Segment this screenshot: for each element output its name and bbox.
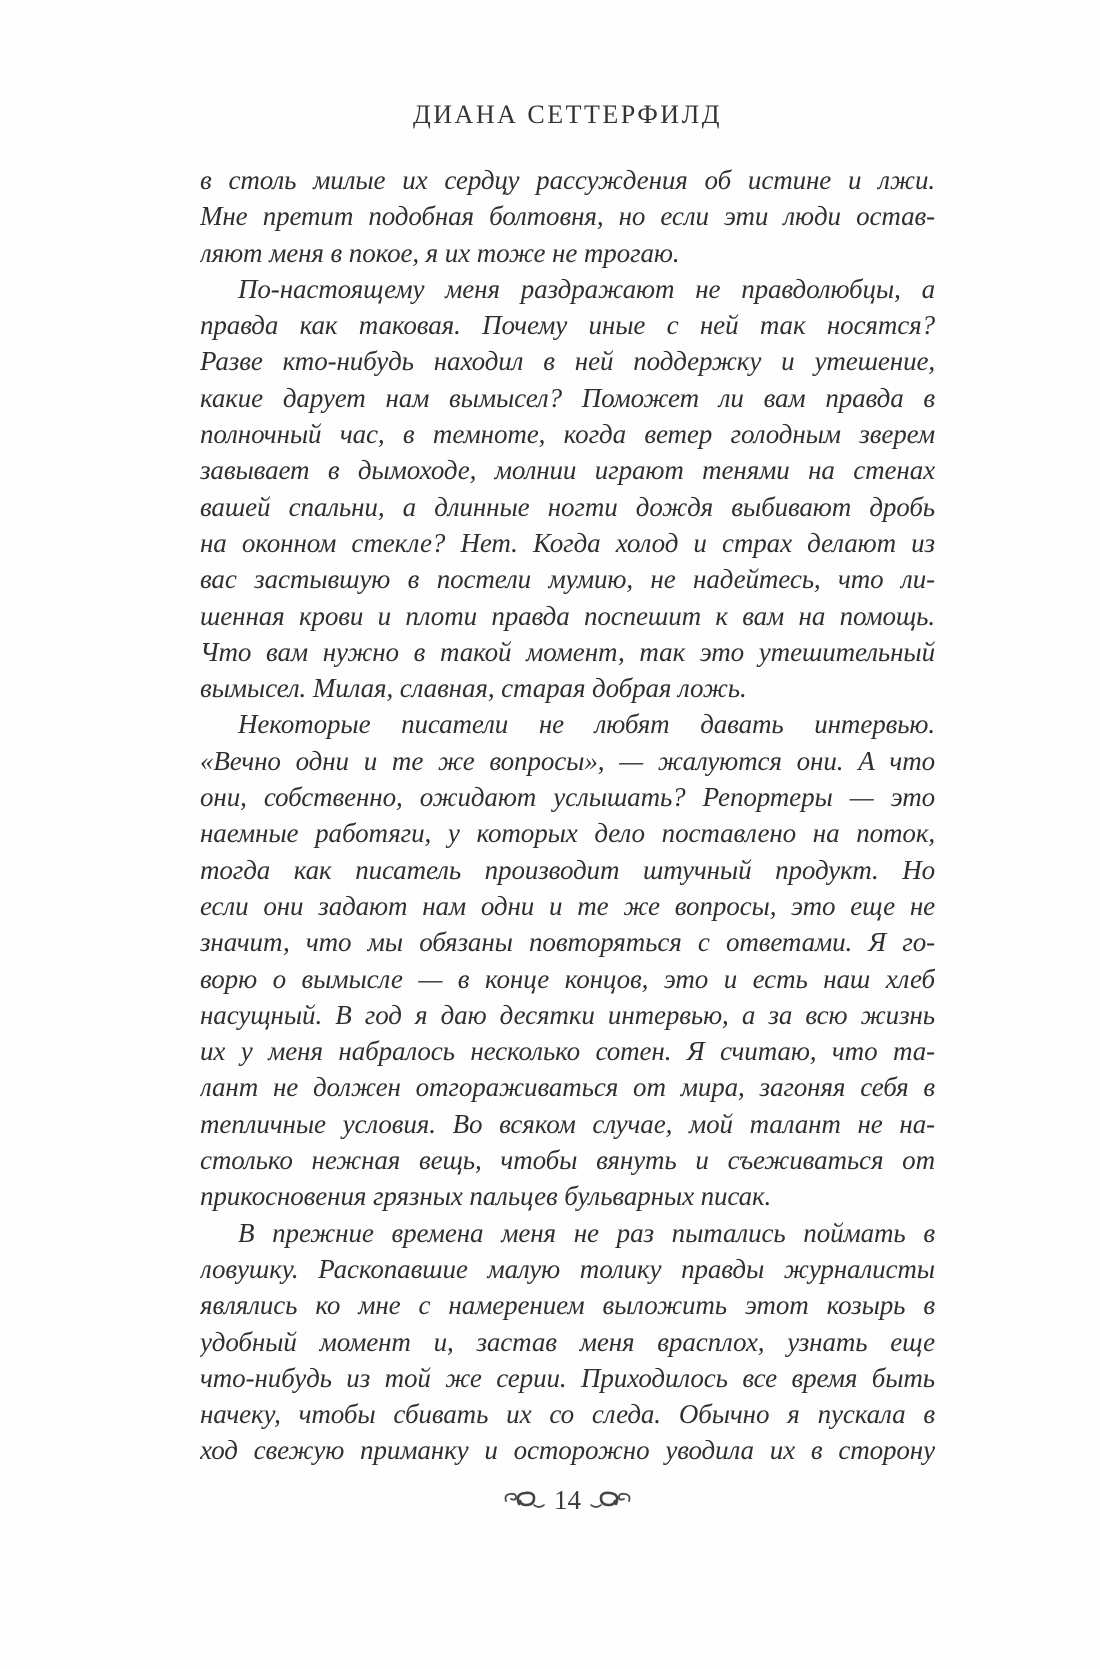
scroll-flourish-left-icon <box>503 1491 545 1511</box>
text-line: что-нибудь из той же серии. Приходилось все время быть <box>200 1362 935 1393</box>
text-line: наемные работяги, у которых дело поставлено на поток, <box>200 818 935 849</box>
text-line: на оконном стекле? Нет. Когда холод и страх делают из <box>200 527 935 558</box>
text-line: лант не должен отгораживаться от мира, загоняя себя в <box>200 1072 935 1103</box>
page-footer <box>200 1487 935 1514</box>
text-line: завывает в дымоходе, молнии играют тенями на стенах <box>200 455 935 486</box>
text-line: насущный. В год я даю десятки интервью, а за всю жизнь <box>200 999 935 1030</box>
text-line: Разве кто-нибудь находил в ней поддержку и утешение, <box>200 346 935 377</box>
text-line: если они задают нам одни и те же вопросы, это еще не <box>200 890 935 921</box>
running-header-author: ДИАНА СЕТТЕРФИЛД <box>413 100 722 129</box>
text-line: По-настоящему меня раздражают не правдолюбцы, а <box>238 273 935 304</box>
text-line: являлись ко мне с намерением выложить этот козырь в <box>200 1290 935 1321</box>
text-line: полночный час, в темноте, когда ветер голодным зверем <box>200 419 935 450</box>
text-line: тепличные условия. Во всяком случае, мой талант не на- <box>200 1108 935 1139</box>
text-line: вымысел. Милая, славная, старая добрая ложь. <box>200 673 747 704</box>
text-line: в столь милые их сердцу рассуждения об истине и лжи. <box>200 165 935 195</box>
text-line: Некоторые писатели не любят давать интервью. <box>238 709 935 740</box>
text-line: удобный момент и, застав меня врасплох, узнать еще <box>200 1326 935 1357</box>
text-line: столько нежная вещь, чтобы вянуть и съеживаться от <box>200 1145 935 1176</box>
text-line: их у меня набралось несколько сотен. Я считаю, что та- <box>200 1036 935 1067</box>
text-line: «Вечно одни и те же вопросы», — жалуются они. А что <box>200 745 935 776</box>
text-line: шенная крови и плоти правда поспешит к вам на помощь. <box>200 600 935 631</box>
text-line: Что вам нужно в такой момент, так это утешительный <box>200 636 935 667</box>
text-line: значит, что мы обязаны повторяться с ответами. Я го- <box>200 927 935 958</box>
scroll-flourish-right-icon <box>590 1491 632 1511</box>
text-line: ловушку. Раскопавшие малую толику правды журналисты <box>200 1253 935 1284</box>
text-line: прикосновения грязных пальцев бульварных писак. <box>200 1181 772 1212</box>
text-line: вас застывшую в постели мумию, не надейтесь, что ли- <box>200 564 935 595</box>
text-line: Мне претит подобная болтовня, но если эти люди остав- <box>200 201 935 232</box>
text-line: вашей спальни, а длинные ногти дождя выбивают дробь <box>200 491 935 522</box>
body-text-block <box>200 162 935 1469</box>
text-line: правда как таковая. Почему иные с ней так носятся? <box>200 310 935 341</box>
page-number: 14 <box>554 1485 581 1515</box>
text-line: ляют меня в покое, я их тоже не трогаю. <box>200 237 680 268</box>
text-line: ворю о вымысле — в конце концов, это и есть наш хлеб <box>200 963 935 994</box>
text-line: они, собственно, ожидают услышать? Репортеры — это <box>200 782 935 813</box>
text-line: начеку, чтобы сбивать их со следа. Обычно я пускала в <box>200 1399 935 1430</box>
text-line: В прежние времена меня не раз пытались поймать в <box>238 1217 935 1248</box>
text-line: ход свежую приманку и осторожно уводила их в сторону <box>200 1435 935 1466</box>
text-line: тогда как писатель производит штучный продукт. Но <box>200 854 935 885</box>
text-line: какие дарует нам вымысел? Поможет ли вам правда в <box>200 382 935 413</box>
